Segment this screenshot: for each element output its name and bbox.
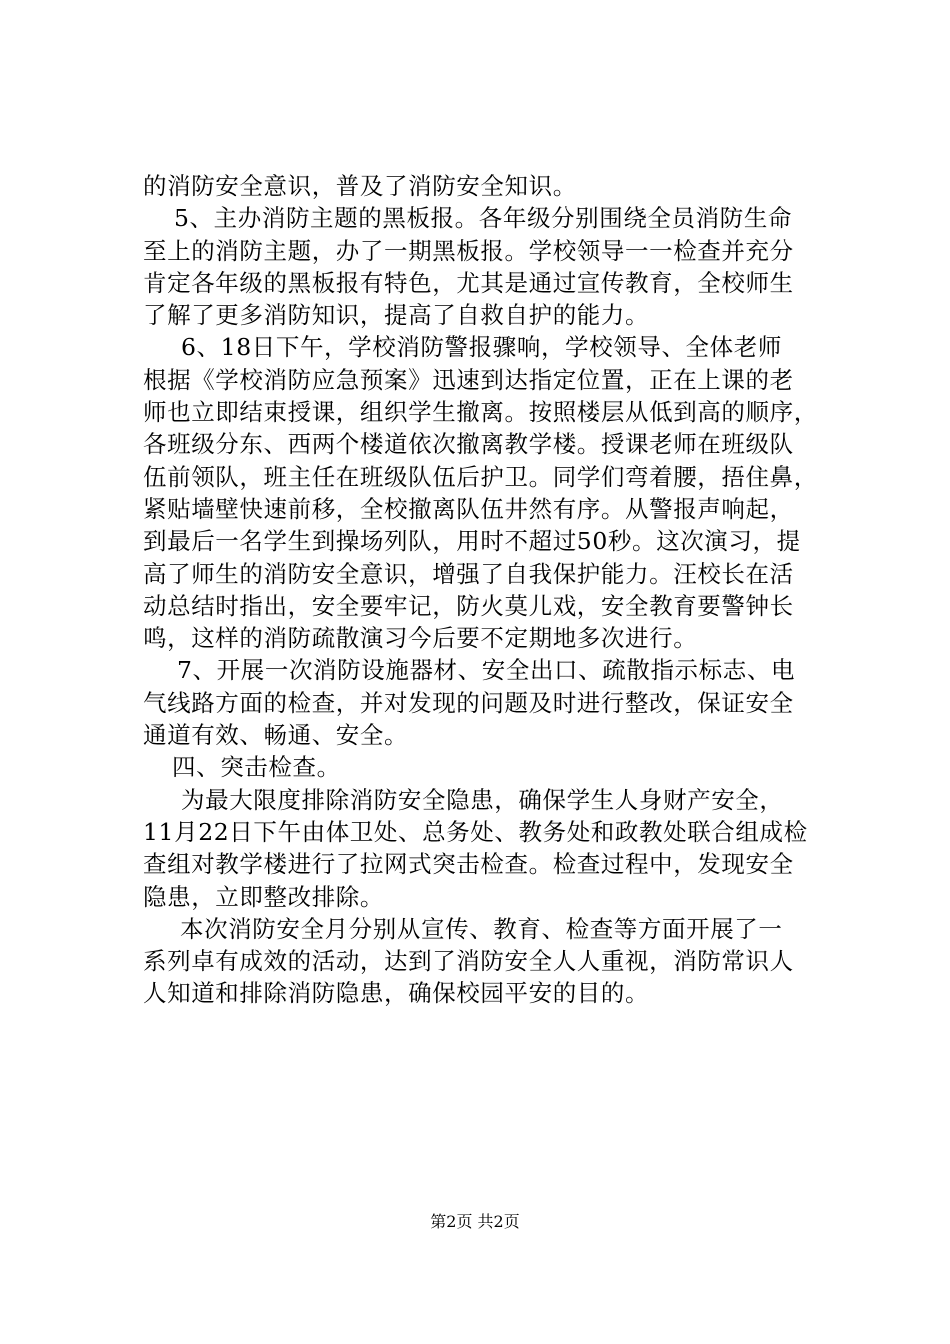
- text-line: 伍前领队，班主任在班级队伍后护卫。同学们弯着腰，捂住鼻，: [143, 462, 818, 491]
- page-footer: [0, 1212, 950, 1232]
- text-line: 至上的消防主题，办了一期黑板报。学校领导一一检查并充分: [143, 236, 794, 265]
- text-line: 各班级分东、西两个楼道依次撤离教学楼。授课老师在班级队: [143, 430, 794, 459]
- text-line: 查组对教学楼进行了拉网式突击检查。检查过程中，发现安全: [143, 850, 794, 879]
- document-body: [143, 170, 823, 1010]
- paragraph-item-5: 5、主办消防主题的黑板报。各年级分别围绕全员消防生命: [174, 204, 793, 233]
- section-heading: 四、突击检查。: [172, 753, 341, 782]
- text-line: 通道有效、畅通、安全。: [143, 721, 409, 750]
- paragraph-item-7: 7、开展一次消防设施器材、安全出口、疏散指示标志、电: [177, 656, 796, 685]
- paragraph-summary: 本次消防安全月分别从宣传、教育、检查等方面开展了一: [180, 914, 783, 943]
- page-number-label: 第2页 共2页: [430, 1212, 520, 1231]
- text-line: 了解了更多消防知识，提高了自救自护的能力。: [143, 301, 650, 330]
- text-line: 到最后一名学生到操场列队，用时不超过50秒。这次演习，提: [143, 527, 801, 556]
- text-line: 系列卓有成效的活动，达到了消防安全人人重视，消防常识人: [143, 947, 794, 976]
- text-line: 根据《学校消防应急预案》迅速到达指定位置，正在上课的老: [143, 365, 794, 394]
- text-line: 隐患，立即整改排除。: [143, 882, 384, 911]
- text-line: 鸣，这样的消防疏散演习今后要不定期地多次进行。: [143, 624, 698, 653]
- text-line: 师也立即结束授课，组织学生撤离。按照楼层从低到高的顺序，: [143, 398, 818, 427]
- text-line: 肯定各年级的黑板报有特色，尤其是通过宣传教育，全校师生: [143, 268, 794, 297]
- text-line: 高了师生的消防安全意识，增强了自我保护能力。汪校长在活: [143, 559, 794, 588]
- text-line: 11月22日下午由体卫处、总务处、教务处和政教处联合组成检: [143, 817, 808, 846]
- text-line: 气线路方面的检查，并对发现的问题及时进行整改，保证安全: [143, 688, 794, 717]
- text-line: 人知道和排除消防隐患，确保校园平安的目的。: [143, 979, 650, 1008]
- text-line: 的消防安全意识，普及了消防安全知识。: [143, 172, 577, 200]
- paragraph-item-6: 6、18日下午，学校消防警报骤响，学校领导、全体老师: [181, 333, 782, 362]
- paragraph-inspection: 为最大限度排除消防安全隐患，确保学生人身财产安全，: [181, 785, 784, 814]
- text-line: 动总结时指出，安全要牢记，防火莫儿戏，安全教育要警钟长: [143, 591, 794, 620]
- text-line: 紧贴墙壁快速前移，全校撤离队伍井然有序。从警报声响起，: [143, 494, 794, 523]
